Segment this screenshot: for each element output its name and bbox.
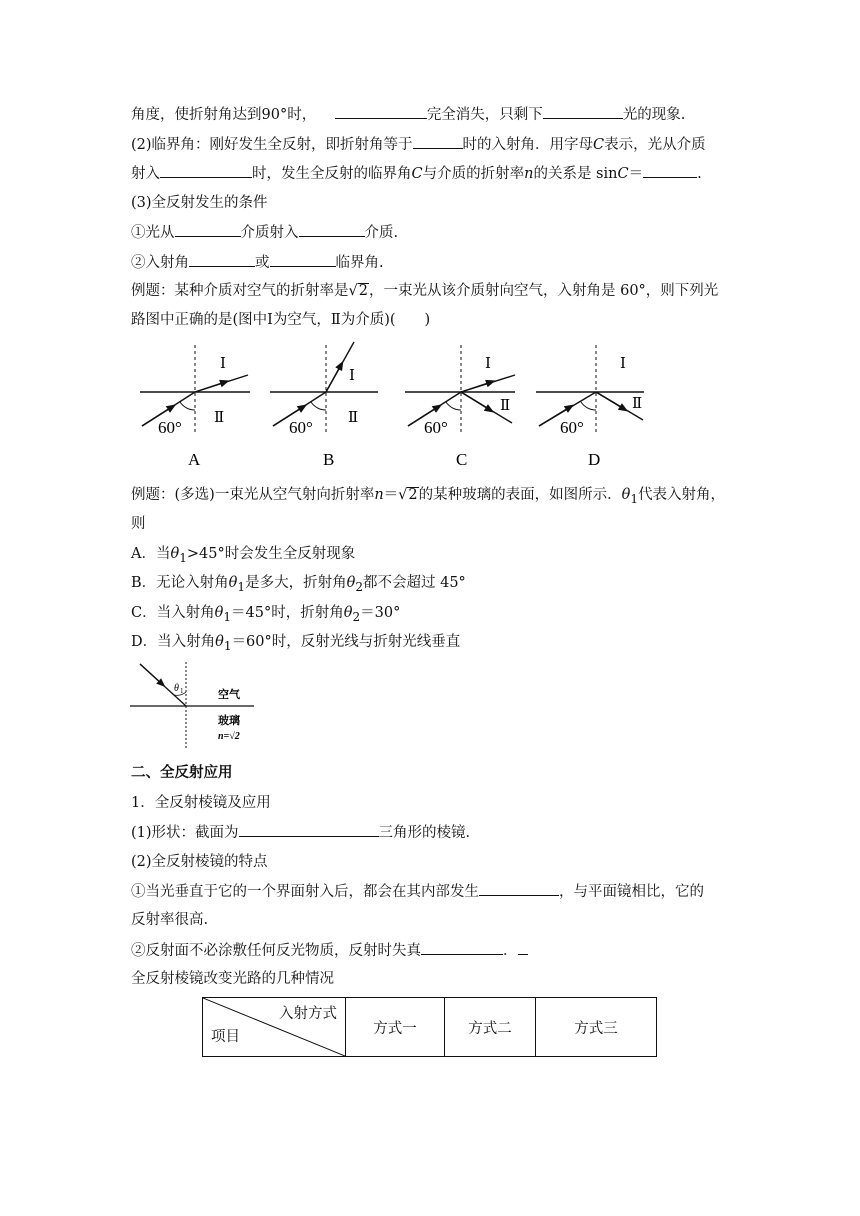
text-segment: 完全消失，只剩下 xyxy=(426,107,543,123)
fill-blank[interactable] xyxy=(413,134,463,149)
variable-theta: θ xyxy=(228,575,238,591)
text-line xyxy=(131,252,384,273)
fill-blank[interactable] xyxy=(299,222,365,237)
sqrt-value: 2 xyxy=(358,283,368,299)
fill-blank[interactable] xyxy=(421,940,503,955)
text-segment: 1．全反射棱镜及应用 xyxy=(131,795,271,811)
text-segment: 都不会超过 45° xyxy=(363,575,466,591)
table-header-row xyxy=(203,998,657,1057)
variable-n: n xyxy=(374,487,384,503)
text-line xyxy=(131,310,430,330)
text-segment: 例题：(多选)一束光从空气射向折射率 xyxy=(131,487,375,503)
text-line xyxy=(131,793,271,813)
text-line xyxy=(131,514,146,534)
fill-blank-tail xyxy=(518,940,528,955)
text-segment: 光的现象. xyxy=(622,107,686,123)
theta-subscript: 1 xyxy=(180,687,184,695)
diagram-c xyxy=(405,345,515,469)
medium-2-label: Ⅱ xyxy=(348,410,359,426)
prism-modes-table xyxy=(202,997,657,1057)
fill-blank[interactable] xyxy=(270,252,336,267)
subscript: 1 xyxy=(630,491,639,506)
text-segment: C．当入射角 xyxy=(131,605,215,621)
text-line xyxy=(131,881,704,902)
corner-top-label: 入射方式 xyxy=(279,1006,337,1022)
medium-1-label: Ⅰ xyxy=(220,356,226,372)
subscript: 1 xyxy=(237,579,246,594)
text-segment: >45°时会发生全反射现象 xyxy=(186,546,356,562)
text-segment: 的某种玻璃的表面，如图所示． xyxy=(418,487,622,503)
text-line xyxy=(131,910,208,930)
subscript: 1 xyxy=(179,550,187,565)
fill-blank[interactable] xyxy=(543,104,623,119)
text-segment: 例题：某种介质对空气的折射率是 xyxy=(131,283,349,299)
variable-theta: θ xyxy=(621,487,631,503)
sqrt-value: 2 xyxy=(408,487,418,503)
subscript: 2 xyxy=(355,579,363,594)
medium-2-label: Ⅱ xyxy=(214,410,225,426)
text-segment: ②入射角 xyxy=(131,255,189,271)
table-header-cell: 方式二 xyxy=(445,998,536,1057)
text-segment: ＝ xyxy=(383,487,399,503)
variable-c: C xyxy=(411,166,423,182)
fill-blank[interactable] xyxy=(160,163,252,178)
text-segment: (2)临界角：刚好发生全反射，即折射角等于 xyxy=(131,137,413,153)
text-line xyxy=(131,822,480,843)
text-segment: 时，发生全反射的临界角 xyxy=(252,166,412,182)
text-line xyxy=(131,281,718,301)
text-segment: 角度，使折射角达到90°时， xyxy=(131,107,317,123)
text-segment: D．当入射角 xyxy=(131,634,216,650)
text-segment: ＝30° xyxy=(360,605,401,621)
option-a[interactable] xyxy=(131,544,355,568)
text-segment: 介质. xyxy=(364,225,399,241)
text-line xyxy=(131,222,398,243)
variable-c: C xyxy=(593,137,605,153)
option-b[interactable] xyxy=(131,573,466,597)
medium-1-label: Ⅰ xyxy=(485,356,491,372)
text-segment: 全反射棱镜改变光路的几种情况 xyxy=(131,971,334,987)
text-segment: 射入 xyxy=(131,166,160,182)
fill-blank[interactable] xyxy=(479,881,559,896)
diagram-label-c: C xyxy=(456,450,468,469)
fill-blank[interactable] xyxy=(335,104,427,119)
text-segment: ＝60°时，反射光线与折射光线垂直 xyxy=(231,634,461,650)
text-segment: (1)形状：截面为 xyxy=(131,825,239,841)
diagram-label-b: B xyxy=(323,450,335,469)
theta-label: θ xyxy=(174,683,179,694)
fill-blank[interactable] xyxy=(189,252,255,267)
subscript: 1 xyxy=(223,609,232,624)
text-segment: ②反射面不必涂敷任何反光物质，反射时失真 xyxy=(131,943,421,959)
table-header-cell: 方式一 xyxy=(346,998,445,1057)
text-segment: B．无论入射角 xyxy=(131,575,229,591)
refractive-index-label: n=√2 xyxy=(218,731,240,742)
heading-text: 二、全反射应用 xyxy=(131,764,233,781)
angle-label: 60° xyxy=(158,418,182,437)
variable-c: C xyxy=(617,166,629,182)
subscript: 2 xyxy=(352,609,361,624)
glass-label: 玻璃 xyxy=(218,715,240,727)
text-segment: 或 xyxy=(255,255,270,271)
text-line xyxy=(131,163,702,184)
air-glass-figure xyxy=(128,660,258,750)
text-line xyxy=(131,104,685,125)
text-segment: . xyxy=(697,166,702,182)
diagram-a xyxy=(140,345,250,469)
text-segment: ． xyxy=(503,943,518,959)
corner-bottom-label: 项目 xyxy=(211,1029,240,1045)
text-segment: 时的入射角．用字母 xyxy=(462,137,594,153)
section-heading xyxy=(131,763,233,783)
option-c[interactable] xyxy=(131,603,400,627)
text-segment: (2)全反射棱镜的特点 xyxy=(131,854,268,870)
angle-label: 60° xyxy=(424,418,448,437)
text-line xyxy=(131,485,725,509)
text-segment: 代表入射角， xyxy=(638,487,726,503)
sqrt-sign: √ xyxy=(348,283,358,299)
medium-1-label: Ⅰ xyxy=(620,356,626,372)
fill-blank[interactable] xyxy=(643,163,697,178)
medium-1-label: Ⅰ xyxy=(349,368,355,384)
diagram-b xyxy=(270,342,378,469)
diagram-label-d: D xyxy=(588,450,601,469)
fill-blank[interactable] xyxy=(175,222,241,237)
text-line xyxy=(131,969,334,989)
text-segment: ①光从 xyxy=(131,225,175,241)
angle-label: 60° xyxy=(560,418,584,437)
text-segment: ＝45°时，折射角 xyxy=(231,605,344,621)
text-segment: (3)全反射发生的条件 xyxy=(131,195,268,211)
text-segment: 三角形的棱镜． xyxy=(378,825,481,841)
text-segment: 反射率很高. xyxy=(131,912,209,928)
text-segment: 表示，光从介质 xyxy=(604,137,706,153)
table-corner-cell xyxy=(203,998,346,1057)
option-d[interactable] xyxy=(131,632,460,656)
text-line xyxy=(131,193,268,213)
text-segment: ，一束光从该介质射向空气，入射角是 60°，则下列光 xyxy=(368,283,719,299)
text-segment: 路图中正确的是(图中Ⅰ为空气，Ⅱ为介质)( ) xyxy=(131,312,431,328)
text-segment: A．当 xyxy=(131,546,171,562)
medium-2-label: Ⅱ xyxy=(500,398,511,414)
text-segment: 与介质的折射率 xyxy=(422,166,525,182)
refraction-diagrams xyxy=(130,340,650,475)
air-label: 空气 xyxy=(218,689,240,701)
text-segment: 介质射入 xyxy=(240,225,299,241)
subscript: 1 xyxy=(223,638,232,653)
variable-theta: θ xyxy=(343,605,353,621)
table-header-cell: 方式三 xyxy=(536,998,657,1057)
text-segment: ，与平面镜相比，它的 xyxy=(559,884,704,900)
sqrt-sign: √ xyxy=(398,487,408,503)
angle-label: 60° xyxy=(289,418,313,437)
text-segment: 则 xyxy=(131,516,146,532)
fill-blank[interactable] xyxy=(239,822,379,837)
text-line xyxy=(131,940,528,961)
variable-theta: θ xyxy=(214,605,224,621)
variable-n: n xyxy=(524,166,534,182)
text-segment: 临界角. xyxy=(335,255,384,271)
medium-2-label: Ⅱ xyxy=(632,396,643,412)
text-line xyxy=(131,134,706,155)
text-segment: ＝ xyxy=(628,166,644,182)
diagram-label-a: A xyxy=(188,450,201,469)
text-segment: ①当光垂直于它的一个界面射入后，都会在其内部发生 xyxy=(131,884,479,900)
variable-theta: θ xyxy=(346,575,356,591)
text-segment: 的关系是 sin xyxy=(533,166,618,182)
text-segment: 是多大，折射角 xyxy=(245,575,347,591)
text-line xyxy=(131,852,268,872)
variable-theta: θ xyxy=(170,546,180,562)
variable-theta: θ xyxy=(215,634,224,650)
diagram-d xyxy=(536,345,644,469)
